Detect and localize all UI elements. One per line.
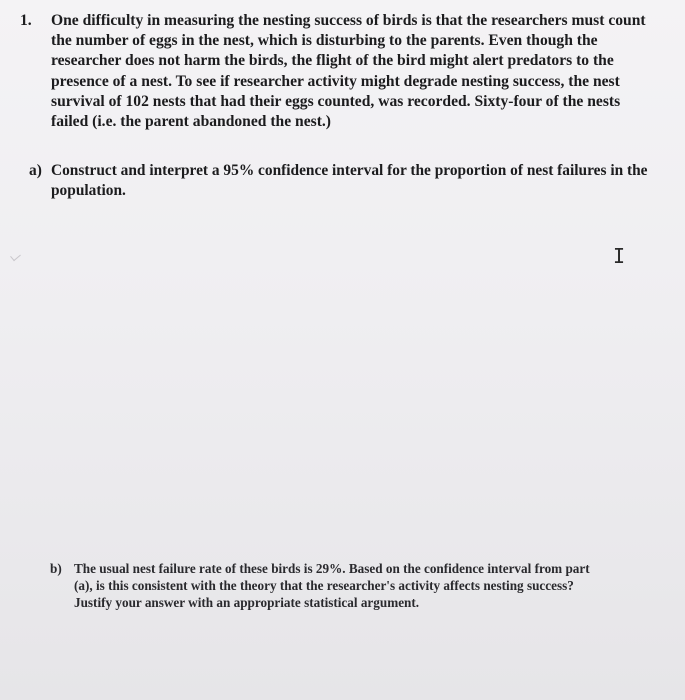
question-number: 1. (20, 12, 32, 29)
part-a-text-before: Construct and interpret a 95% confidence interval for the (51, 162, 435, 179)
part-a-text (51, 161, 649, 200)
part-b (50, 561, 610, 611)
text-cursor-icon: I (613, 244, 626, 268)
part-a-text-after: of nest failures in the population. (51, 162, 648, 199)
part-b-text: The usual nest failure rate of these birds is 29%. Based on the confidence interval from part (a), is this consistent with the theory that the researcher's activity affects nesting success? Justify your answer with an appropriate statistical argument. (74, 561, 590, 610)
part-b-label: b) (50, 561, 62, 576)
part-a (29, 161, 649, 200)
part-a-label: a) (29, 162, 42, 179)
question-1 (20, 11, 660, 132)
part-a-bold-word: proportion (434, 162, 507, 179)
question-1-text: One difficulty in measuring the nesting success of birds is that the researchers must count the number of eggs in the nest, which is disturbing to the parents. Even though the researcher does not harm the birds, the flight of the bird might alert predators to the presence of a nest. To see if researcher activity might degrade nesting success, the nest survival of 102 nests that had their eggs counted, was recorded. Sixty-four of the nests failed (i.e. the parent abandoned the nest.) (51, 12, 646, 131)
faint-mark (10, 251, 21, 261)
